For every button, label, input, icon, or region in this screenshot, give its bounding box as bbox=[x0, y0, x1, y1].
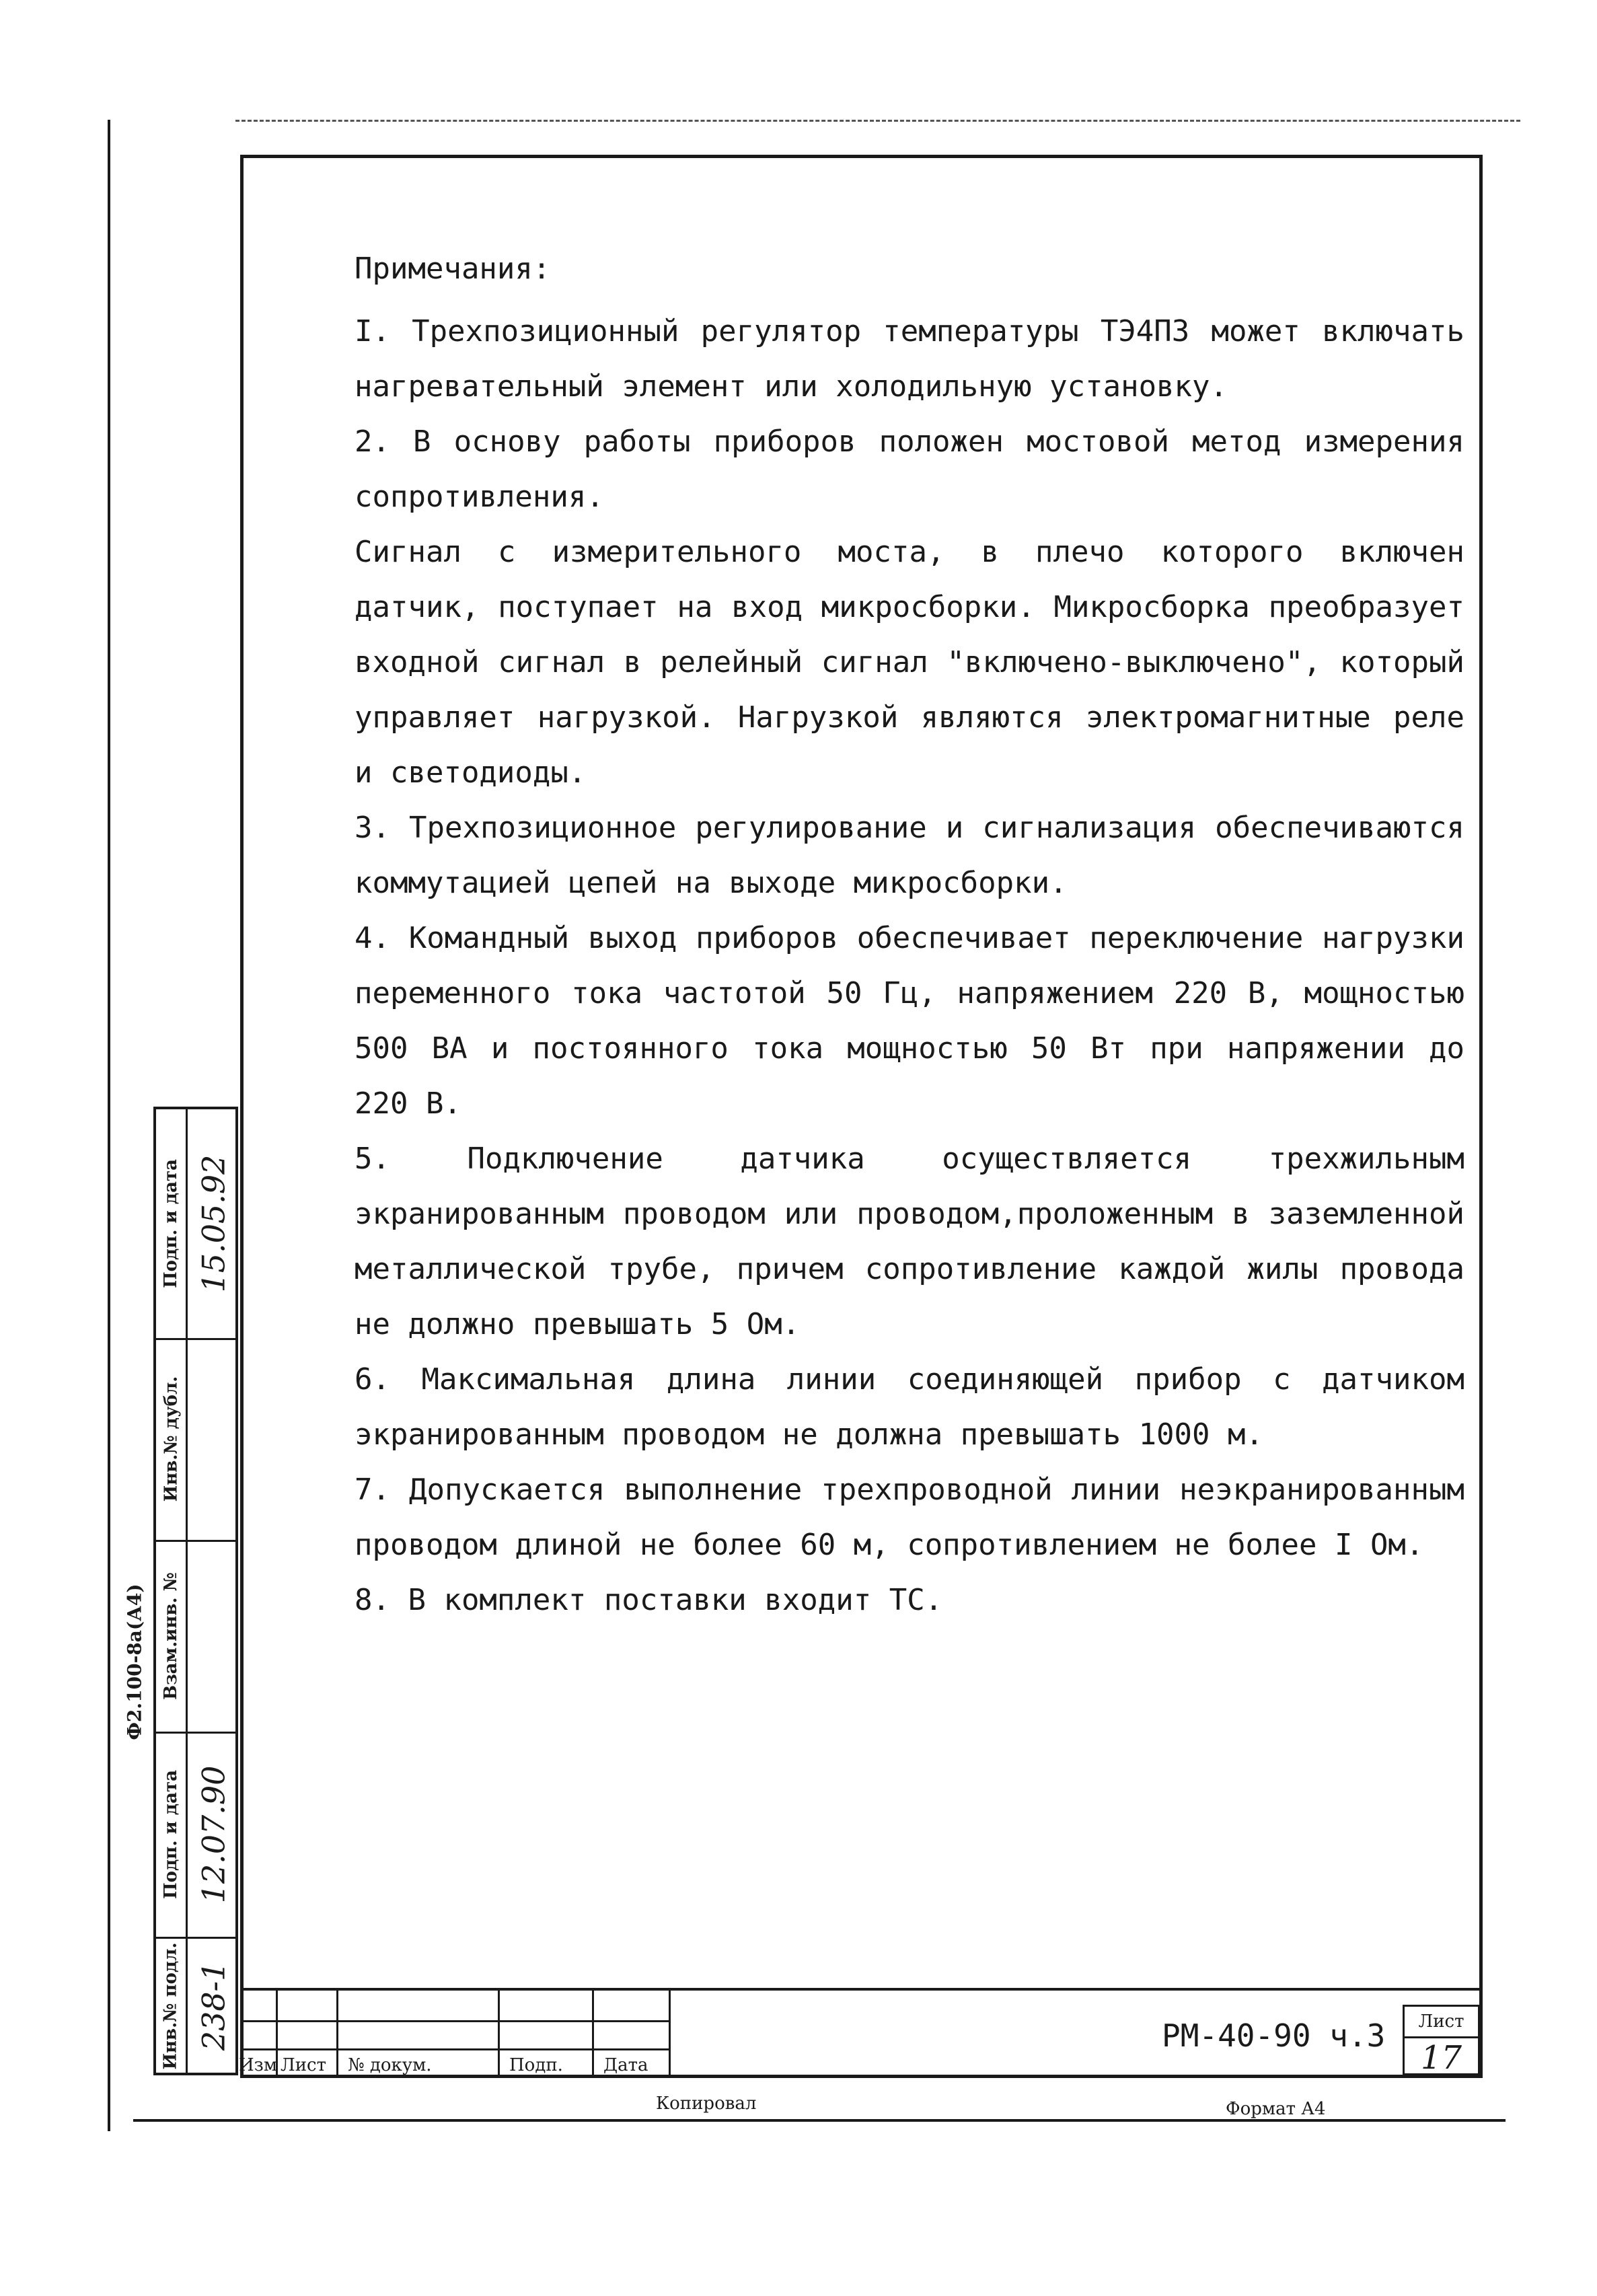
note-item-1: I. Трехпозиционный регулятор температуры ТЭ4ПЗ может включать нагревательный элемент или холодильную установку. bbox=[355, 314, 1464, 404]
note-item-6: 6. Максимальная длина линии соединяющей прибор с датчиком экранированным проводом не должна превышать 1000 м. bbox=[355, 1362, 1464, 1452]
value-sign-date-top: 15.05.92 bbox=[195, 1154, 231, 1293]
sheet-number: 17 bbox=[1420, 2039, 1462, 2077]
note-item-7: 7. Допускается выполнение трехпроводной линии неэкранированным проводом длиной не более 60 м, сопротивлением не более I Ом. bbox=[355, 1473, 1464, 1562]
label-orig-inv: Инв.№ подл. bbox=[161, 1942, 182, 2070]
footer-format: Формат А4 bbox=[1226, 2099, 1326, 2119]
top-border-line bbox=[235, 120, 1520, 122]
label-replace-inv: Взам.инв. № bbox=[161, 1571, 182, 1700]
binding-margin-line bbox=[108, 120, 110, 2131]
label-sign-date-top: Подп. и дата bbox=[161, 1159, 182, 1288]
col-signature: Подп. bbox=[509, 2055, 563, 2075]
label-dup-inv: Инв.№ дубл. bbox=[161, 1376, 182, 1502]
side-stamp-strip bbox=[153, 1107, 238, 2075]
col-list: Лист bbox=[281, 2055, 326, 2075]
footer-copied: Копировал bbox=[656, 2094, 757, 2114]
notes-section bbox=[355, 249, 1464, 1628]
note-item-8: 8. В комплект поставки входит ТС. bbox=[355, 1583, 943, 1617]
note-item-3: 3. Трехпозиционное регулирование и сигнализация обеспечиваются коммутацией цепей на выходе микросборки. bbox=[355, 811, 1464, 900]
notes-title: Примечания: bbox=[355, 252, 551, 286]
value-orig-inv: 238-1 bbox=[195, 1961, 232, 2051]
form-code: Ф2.100-8а(А4) bbox=[123, 1583, 146, 1740]
note-item-5: 5. Подключение датчика осуществляется трехжильным экранированным проводом или проводом,проложенным в заземленной металлической трубе, причем сопротивление каждой жилы провода не должно превышать 5 Ом. bbox=[355, 1142, 1464, 1341]
sheet-label: Лист bbox=[1405, 2007, 1478, 2038]
title-block bbox=[240, 1988, 1483, 2078]
note-item-4: 4. Командный выход приборов обеспечивает переключение нагрузки переменного тока частотой 50 Гц, напряжением 220 В, мощностью 500 ВА и постоянного тока мощностью 50 Вт при напряжении до 220 В. bbox=[355, 921, 1464, 1121]
note-item-2: 2. В основу работы приборов положен мостовой метод измерения сопротивления. bbox=[355, 424, 1464, 514]
document-code: РМ-40-90 ч.3 bbox=[1162, 2017, 1386, 2054]
col-doc-number: № докум. bbox=[348, 2055, 432, 2075]
col-izm: Изм bbox=[239, 2055, 278, 2075]
col-date: Дата bbox=[603, 2055, 648, 2075]
note-item-2-continuation: Сигнал с измерительного моста, в плечо которого включен датчик, поступает на вход микросборки. Микросборка преобразует входной сигнал в релейный сигнал "включено-выключено", который управляет нагрузкой. Нагрузкой являются электромагнитные реле и светодиоды. bbox=[355, 535, 1464, 790]
bottom-border-line bbox=[133, 2119, 1506, 2122]
sheet-number-box bbox=[1403, 2005, 1480, 2075]
label-sign-date-bottom: Подп. и дата bbox=[161, 1769, 182, 1899]
value-sign-date-bottom: 12.07.90 bbox=[195, 1765, 231, 1903]
